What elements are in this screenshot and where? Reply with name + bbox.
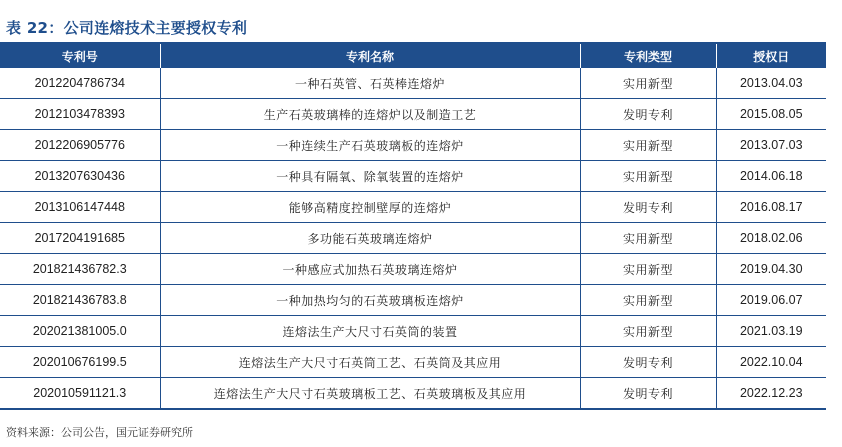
- table-row: [0, 223, 826, 254]
- header-patent-number: 专利号: [0, 43, 160, 68]
- patent-number-cell: 2017204191685: [0, 223, 160, 254]
- grant-date-cell: 2019.06.07: [716, 285, 826, 316]
- patent-type-cell: 发明专利: [580, 347, 716, 378]
- patent-name-cell: 一种加热均匀的石英玻璃板连熔炉: [160, 285, 580, 316]
- table-row: [0, 378, 826, 410]
- table-row: [0, 192, 826, 223]
- patent-name-cell: 能够高精度控制壁厚的连熔炉: [160, 192, 580, 223]
- patent-number-cell: 202010676199.5: [0, 347, 160, 378]
- grant-date-cell: 2022.10.04: [716, 347, 826, 378]
- patent-type-cell: 实用新型: [580, 161, 716, 192]
- patent-type-cell: 发明专利: [580, 192, 716, 223]
- patent-name-cell: 一种连续生产石英玻璃板的连熔炉: [160, 130, 580, 161]
- patent-name-cell: 一种感应式加热石英玻璃连熔炉: [160, 254, 580, 285]
- header-patent-name: 专利名称: [160, 43, 580, 68]
- patent-type-cell: 实用新型: [580, 254, 716, 285]
- header-patent-type: 专利类型: [580, 43, 716, 68]
- patent-type-cell: 实用新型: [580, 316, 716, 347]
- grant-date-cell: 2021.03.19: [716, 316, 826, 347]
- patent-number-cell: 2013207630436: [0, 161, 160, 192]
- patent-type-cell: 实用新型: [580, 223, 716, 254]
- table-header-row: [0, 43, 826, 68]
- table-row: [0, 254, 826, 285]
- grant-date-cell: 2022.12.23: [716, 378, 826, 410]
- grant-date-cell: 2018.02.06: [716, 223, 826, 254]
- grant-date-cell: 2015.08.05: [716, 99, 826, 130]
- patent-name-cell: 一种具有隔氧、除氧装置的连熔炉: [160, 161, 580, 192]
- grant-date-cell: 2013.04.03: [716, 68, 826, 99]
- table-row: [0, 99, 826, 130]
- table-title: 表 22：公司连熔技术主要授权专利: [6, 19, 248, 37]
- patent-name-cell: 多功能石英玻璃连熔炉: [160, 223, 580, 254]
- header-grant-date: 授权日: [716, 43, 826, 68]
- patent-number-cell: 2012206905776: [0, 130, 160, 161]
- patent-type-cell: 发明专利: [580, 99, 716, 130]
- patent-number-cell: 202010591121.3: [0, 378, 160, 410]
- patent-number-cell: 2012204786734: [0, 68, 160, 99]
- patent-type-cell: 实用新型: [580, 68, 716, 99]
- grant-date-cell: 2014.06.18: [716, 161, 826, 192]
- table-row: [0, 130, 826, 161]
- patent-type-cell: 实用新型: [580, 130, 716, 161]
- patent-number-cell: 2013106147448: [0, 192, 160, 223]
- table-row: [0, 347, 826, 378]
- source-note: 资料来源：公司公告，国元证券研究所: [6, 426, 193, 439]
- table-row: [0, 316, 826, 347]
- grant-date-cell: 2013.07.03: [716, 130, 826, 161]
- table-row: [0, 285, 826, 316]
- patent-table: [0, 42, 826, 410]
- patent-type-cell: 实用新型: [580, 285, 716, 316]
- table-row: [0, 68, 826, 99]
- patent-name-cell: 连熔法生产大尺寸石英筒工艺、石英筒及其应用: [160, 347, 580, 378]
- patent-name-cell: 连熔法生产大尺寸石英玻璃板工艺、石英玻璃板及其应用: [160, 378, 580, 410]
- patent-number-cell: 201821436782.3: [0, 254, 160, 285]
- patent-name-cell: 生产石英玻璃棒的连熔炉以及制造工艺: [160, 99, 580, 130]
- patent-type-cell: 发明专利: [580, 378, 716, 410]
- patent-name-cell: 连熔法生产大尺寸石英筒的装置: [160, 316, 580, 347]
- grant-date-cell: 2016.08.17: [716, 192, 826, 223]
- patent-name-cell: 一种石英管、石英棒连熔炉: [160, 68, 580, 99]
- patent-number-cell: 2012103478393: [0, 99, 160, 130]
- table-row: [0, 161, 826, 192]
- grant-date-cell: 2019.04.30: [716, 254, 826, 285]
- patent-number-cell: 201821436783.8: [0, 285, 160, 316]
- patent-number-cell: 202021381005.0: [0, 316, 160, 347]
